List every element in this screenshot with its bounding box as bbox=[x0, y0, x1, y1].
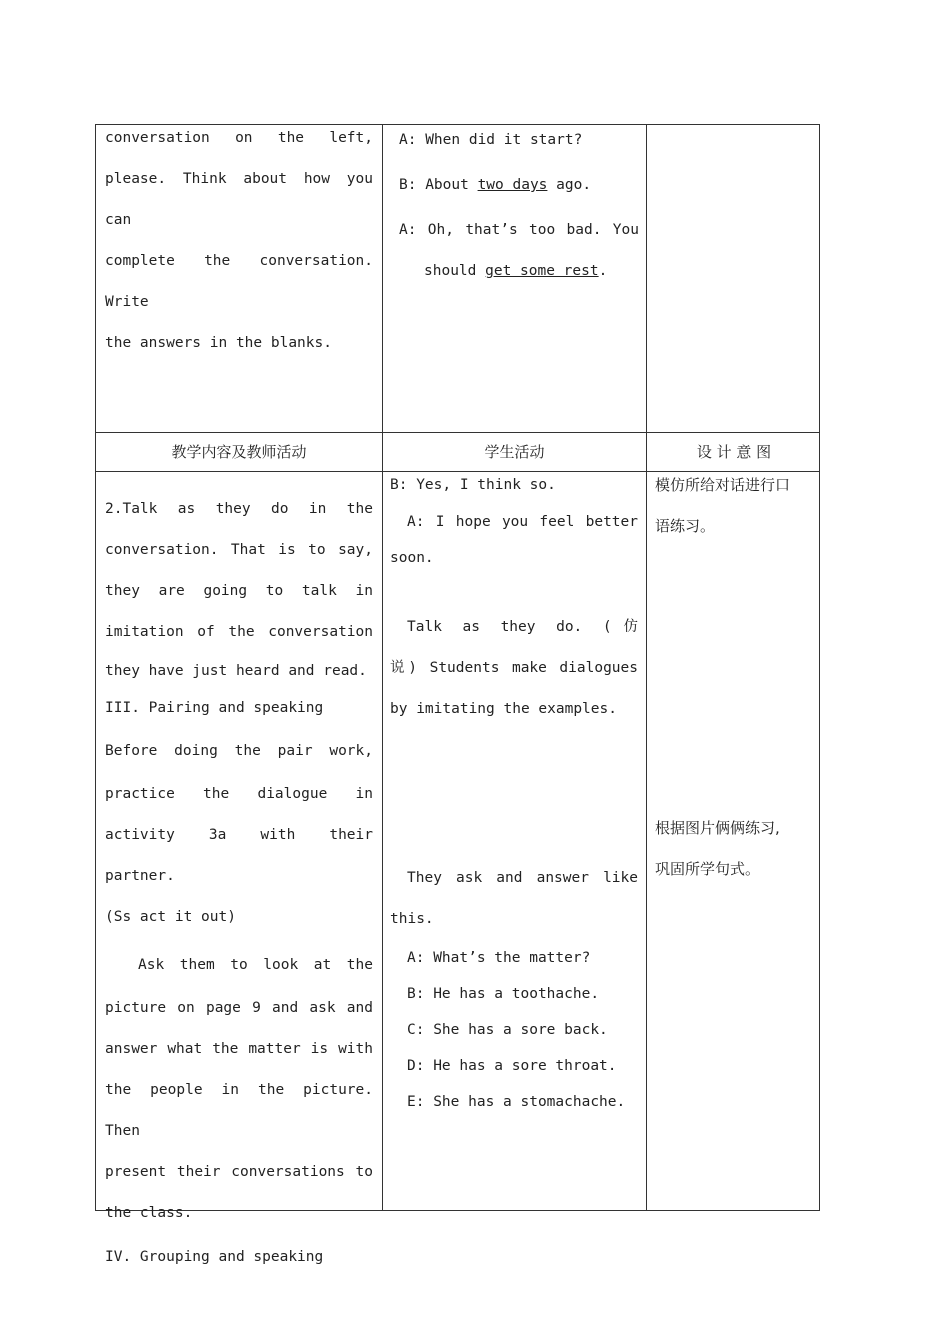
text-line: Before doing the pair work, bbox=[105, 743, 373, 759]
dialogue-line bbox=[399, 249, 639, 294]
text-span: B: About bbox=[399, 177, 478, 193]
text-line: the answers in the blanks. bbox=[105, 335, 332, 351]
activity-line: 说) Students make dialogues bbox=[390, 660, 638, 676]
activity-line: They ask and answer like bbox=[407, 870, 638, 886]
text-line: the people in the picture. Then bbox=[105, 1082, 373, 1139]
text-line: they are going to talk in bbox=[105, 583, 373, 599]
section-heading: III. Pairing and speaking bbox=[105, 700, 324, 716]
text-line: (Ss act it out) bbox=[105, 909, 236, 925]
column-divider-2 bbox=[646, 125, 647, 1210]
text-line: the class. bbox=[105, 1205, 193, 1221]
activity-line: Talk as they do. (仿 bbox=[407, 619, 638, 635]
header-teaching-content: 教学内容及教师活动 bbox=[171, 443, 307, 461]
dialogue-line: A: I hope you feel better bbox=[407, 514, 638, 530]
lesson-plan-table bbox=[95, 124, 820, 1265]
text-line: please. Think about how you can bbox=[105, 171, 373, 228]
dialogue-line: A: What’s the matter? bbox=[407, 950, 591, 966]
text-line: they have just heard and read. bbox=[105, 663, 367, 679]
text-line: practice the dialogue in bbox=[105, 786, 373, 802]
row2-col3-text bbox=[655, 465, 817, 890]
dialogue-line: B: Yes, I think so. bbox=[390, 477, 556, 493]
activity-line: this. bbox=[390, 911, 434, 927]
dialogue-line: C: She has a sore back. bbox=[407, 1022, 608, 1038]
text-line: answer what the matter is with bbox=[105, 1041, 373, 1057]
answer-blank-2: get some rest bbox=[485, 263, 599, 279]
text-line: activity 3a with their partner. bbox=[105, 827, 373, 884]
dialogue-line: D: He has a sore throat. bbox=[407, 1058, 617, 1074]
row1-col2-text bbox=[399, 118, 639, 294]
text-line: complete the conversation. Write bbox=[105, 253, 373, 310]
dialogue-line: B: He has a toothache. bbox=[407, 986, 600, 1002]
dialogue-line: A: Oh, that’s too bad. You bbox=[399, 222, 639, 238]
text-span: . bbox=[598, 263, 608, 279]
section-heading: IV. Grouping and speaking bbox=[105, 1249, 324, 1265]
activity-line: by imitating the examples. bbox=[390, 701, 617, 717]
text-line: conversation on the left, bbox=[105, 130, 373, 146]
design-note-line: 语练习。 bbox=[655, 517, 716, 535]
design-note-line: 模仿所给对话进行口 bbox=[655, 476, 791, 494]
text-line: imitation of the conversation bbox=[105, 624, 373, 640]
header-student-activity: 学生活动 bbox=[484, 443, 545, 461]
text-line: 2.Talk as they do in the bbox=[105, 501, 373, 517]
answer-blank-1: two days bbox=[477, 177, 548, 193]
dialogue-line: soon. bbox=[390, 550, 434, 566]
design-note-line: 根据图片俩俩练习, bbox=[655, 819, 780, 837]
text-line: picture on page 9 and ask and bbox=[105, 1000, 373, 1016]
design-note-line: 巩固所学句式。 bbox=[655, 860, 761, 878]
text-line: conversation. That is to say, bbox=[105, 542, 373, 558]
dialogue-line: A: When did it start? bbox=[399, 132, 583, 148]
text-line: Ask them to look at the bbox=[138, 957, 373, 973]
column-divider-1 bbox=[382, 125, 383, 1210]
dialogue-line bbox=[399, 163, 639, 208]
header-design-intent: 设 计 意 图 bbox=[696, 443, 772, 461]
text-span: should bbox=[424, 263, 486, 279]
dialogue-line: E: She has a stomachache. bbox=[407, 1094, 626, 1110]
text-line: present their conversations to bbox=[105, 1164, 373, 1180]
row2-col1-text bbox=[105, 489, 373, 1280]
text-span: ago. bbox=[547, 177, 592, 193]
row2-col2-text bbox=[390, 465, 638, 1120]
row1-col1-text bbox=[105, 118, 373, 364]
